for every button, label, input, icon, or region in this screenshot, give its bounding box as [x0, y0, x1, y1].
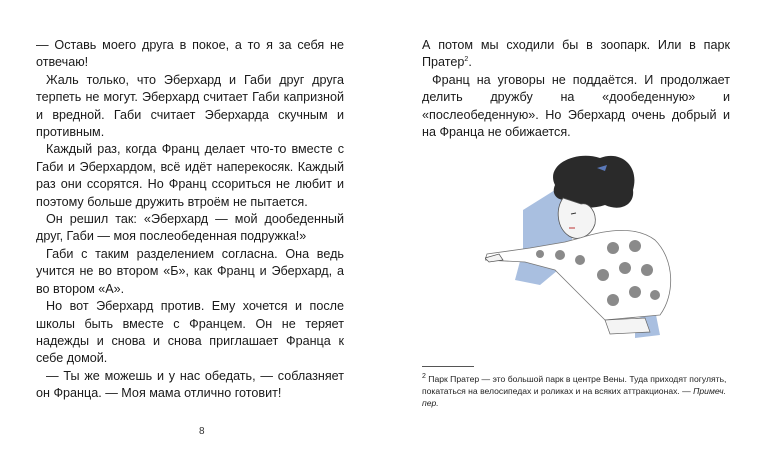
paragraph: — Ты же можешь и у нас обедать, — соблазняет он Франца. — Моя мама отлично готовит! — [36, 368, 344, 401]
lower-arm — [605, 318, 650, 334]
page-number: 8 — [199, 426, 205, 437]
footnote-text: Парк Пратер — это большой парк в центре Вены. Туда приходят погулять, покататься на велосипедах и роликах и на всяких аттракционах. — — [422, 374, 727, 397]
paragraph: Но вот Эберхард против. Ему хочется и после школы быть вместе с Францем. Он не теряет надежды и снова и снова приглашает Франца к себе домой. — [36, 299, 344, 366]
paragraph-text: А потом мы сходили бы в зоопарк. Или в парк Пратер — [422, 38, 730, 70]
paragraph: Каждый раз, когда Франц делает что-то вместе с Габи и Эберхардом, всё идёт наперекосяк. Каждый раз они ссорятся. Но Франц ссориться не любит и поэтому больше дружить втроём не пытается. — [36, 142, 344, 209]
paragraph — [422, 37, 730, 72]
paragraph-end: . — [468, 55, 472, 70]
paragraph: — Оставь моего друга в покое, а то я за себя не отвечаю! — [36, 38, 344, 70]
right-text-column — [422, 37, 730, 141]
footnote — [422, 373, 734, 410]
shirt — [485, 230, 671, 320]
right-page — [385, 0, 770, 453]
boy-pointing-illustration — [485, 150, 725, 340]
paragraph: Жаль только, что Эберхард и Габи друг друга терпеть не могут. Эберхард считает Габи капризной и вредной. Габи считает Эберхарда скучным и противным. — [36, 72, 344, 140]
translator-note: Примеч. пер. — [422, 386, 726, 409]
paragraph: Франц на уговоры не поддаётся. И продолжает делить дружбу на «дообеденную» и «послеобеденную». Но Эберхард очень добрый и на Франца не обижается. — [422, 72, 730, 140]
footnote-reference: 2 — [464, 56, 469, 64]
footnote-divider — [422, 366, 474, 367]
paragraph: Габи с таким разделением согласна. Она ведь учится не во втором «Б», как Франц и Эберхард, а во втором «А». — [36, 246, 344, 296]
paragraph: Он решил так: «Эберхард — мой дообеденный друг, Габи — моя послеобеденная подружка!» — [36, 212, 344, 244]
left-text-column — [36, 37, 344, 403]
footnote-mark: 2 — [422, 373, 426, 381]
